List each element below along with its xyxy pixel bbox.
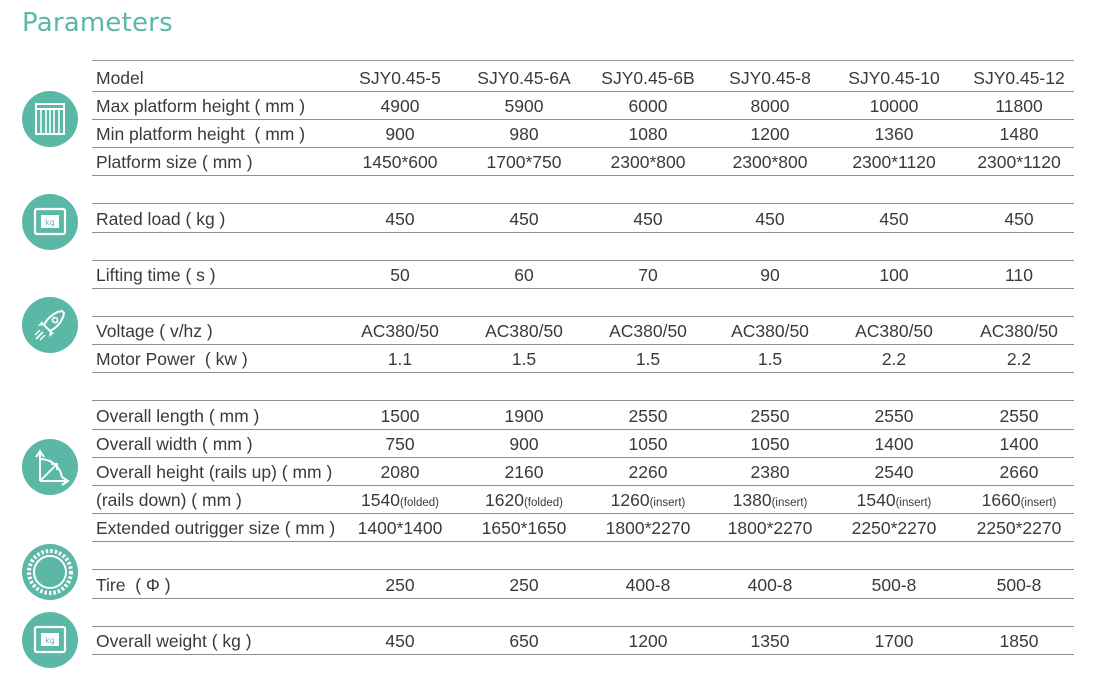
row-label: Overall length ( mm ): [96, 406, 260, 426]
cell-value: 2250*2270: [976, 518, 1062, 538]
cell-value: 50: [390, 265, 410, 285]
cell-value: 4900: [380, 96, 420, 116]
cell-value: AC380/50: [731, 321, 809, 341]
cell-value: 2550: [628, 406, 668, 426]
cell-value: 450: [879, 209, 909, 229]
table-rule: [92, 260, 1074, 261]
cell-value: 2.2: [1006, 349, 1032, 369]
cell-value: 1700*750: [486, 152, 562, 172]
cell-value: 450: [755, 209, 785, 229]
cell-value: 1.5: [757, 349, 783, 369]
cell-value: 2380: [750, 462, 790, 482]
cell-value: 2300*800: [610, 152, 686, 172]
table-rule: [92, 569, 1074, 570]
cell-value: 1.5: [511, 349, 537, 369]
cell-value: 450: [633, 209, 663, 229]
cell-value: 100: [879, 265, 909, 285]
cell-value: 1360: [874, 124, 914, 144]
cell-number: 1540: [361, 490, 400, 510]
svg-text:kg: kg: [45, 218, 55, 227]
cell-number: 1380: [732, 490, 772, 510]
tire-gear-icon: [22, 544, 78, 600]
cell-note: (insert): [1020, 497, 1057, 509]
cell-value: 1200: [628, 631, 668, 651]
table-rule: [92, 288, 1074, 289]
cell-number: 1620: [485, 490, 524, 510]
table-row: [92, 346, 1074, 372]
cell-value: AC380/50: [485, 321, 563, 341]
cell-value: 1080: [628, 124, 668, 144]
row-label: Overall height (rails up) ( mm ): [96, 462, 333, 482]
cell-value: 1800*2270: [605, 518, 691, 538]
cell-value: 500-8: [871, 575, 917, 595]
table-row: [92, 149, 1074, 175]
cell-value: 450: [385, 209, 415, 229]
cell-value: AC380/50: [855, 321, 933, 341]
cell-value: [832, 487, 956, 513]
table-row: [92, 572, 1074, 598]
table-row: [92, 628, 1074, 654]
cell-value: 6000: [628, 96, 668, 116]
cell-value: 1650*1650: [481, 518, 567, 538]
table-rule: [92, 598, 1074, 599]
cell-value: 2.2: [881, 349, 907, 369]
table-rule: [92, 147, 1074, 148]
table-rule: [92, 429, 1074, 430]
cell-value: 450: [1004, 209, 1034, 229]
row-label: Min platform height ( mm ): [96, 124, 306, 144]
table-row: [92, 515, 1074, 541]
cell-value: 1.1: [387, 349, 413, 369]
cell-value: 2550: [999, 406, 1039, 426]
cell-note: (folded): [399, 497, 439, 509]
table-rule: [92, 513, 1074, 514]
row-label: Voltage ( v/hz ): [96, 321, 213, 341]
cell-value: 5900: [504, 96, 544, 116]
cell-value: 250: [509, 575, 539, 595]
column-header: SJY0.45-5: [359, 68, 441, 88]
cell-value: 1500: [380, 406, 420, 426]
table-row: [92, 206, 1074, 232]
cell-number: 1660: [981, 490, 1021, 510]
table-rule: [92, 457, 1074, 458]
cell-value: 110: [1005, 265, 1033, 285]
cell-value: 650: [509, 631, 539, 651]
cell-value: 2080: [380, 462, 420, 482]
cell-value: 1480: [999, 124, 1039, 144]
axes-icon: [22, 439, 78, 495]
cell-note: (folded): [523, 497, 563, 509]
cell-number: 1260: [610, 490, 650, 510]
table-row: [92, 459, 1074, 485]
table-rule: [92, 344, 1074, 345]
table-rule: [92, 541, 1074, 542]
table-rule: [92, 485, 1074, 486]
cell-value: 2160: [504, 462, 544, 482]
cell-value: 1400: [999, 434, 1039, 454]
row-label: Extended outrigger size ( mm ): [96, 518, 336, 538]
cell-value: 2300*1120: [977, 152, 1061, 172]
table-rule: [92, 372, 1074, 373]
cell-value: 1850: [999, 631, 1039, 651]
cell-value: 2550: [874, 406, 914, 426]
row-label: Motor Power ( kw ): [96, 349, 248, 369]
table-rule: [92, 316, 1074, 317]
column-header: SJY0.45-12: [973, 68, 1065, 88]
column-header: SJY0.45-8: [729, 68, 811, 88]
table-rule: [92, 60, 1074, 61]
page-title: Parameters: [22, 8, 173, 38]
cell-value: 980: [509, 124, 539, 144]
row-label: Rated load ( kg ): [96, 209, 226, 229]
cell-value: 2300*800: [732, 152, 808, 172]
rocket-icon: [22, 297, 78, 353]
cell-value: 1050: [750, 434, 790, 454]
row-label: Tire ( Φ ): [96, 575, 171, 595]
cell-value: 900: [509, 434, 539, 454]
table-row: [92, 121, 1074, 147]
platform-grid-icon: [22, 91, 78, 147]
cell-value: 900: [385, 124, 415, 144]
cell-value: 90: [760, 265, 780, 285]
cell-value: 1900: [504, 406, 544, 426]
kg-weight-icon: [22, 612, 78, 668]
cell-note: (insert): [771, 497, 808, 509]
cell-value: [708, 487, 832, 513]
cell-value: 400-8: [625, 575, 671, 595]
table-rule: [92, 91, 1074, 92]
cell-value: 450: [385, 631, 415, 651]
table-rule: [92, 175, 1074, 176]
table-rule: [92, 203, 1074, 204]
cell-value: AC380/50: [980, 321, 1058, 341]
cell-value: 60: [514, 265, 534, 285]
column-header: SJY0.45-6B: [601, 68, 695, 88]
row-label: Model: [96, 68, 144, 88]
table-header-row: [92, 65, 1074, 91]
cell-value: 2660: [999, 462, 1039, 482]
svg-text:kg: kg: [45, 636, 55, 645]
table-rule: [92, 654, 1074, 655]
cell-value: [462, 487, 586, 513]
cell-value: 750: [385, 434, 415, 454]
cell-note: (insert): [649, 497, 686, 509]
cell-value: 1700: [874, 631, 914, 651]
cell-value: [338, 487, 462, 513]
cell-value: 1800*2270: [727, 518, 813, 538]
cell-value: 250: [385, 575, 415, 595]
table-row: [92, 318, 1074, 344]
column-header: SJY0.45-10: [848, 68, 940, 88]
cell-value: 2550: [750, 406, 790, 426]
cell-value: 1350: [750, 631, 790, 651]
table-rule: [92, 119, 1074, 120]
row-label: Lifting time ( s ): [96, 265, 216, 285]
table-row: [92, 431, 1074, 457]
cell-value: [957, 487, 1081, 513]
cell-value: 500-8: [996, 575, 1042, 595]
cell-value: 1050: [628, 434, 668, 454]
cell-value: 70: [638, 265, 658, 285]
cell-value: 2540: [874, 462, 914, 482]
cell-value: AC380/50: [609, 321, 687, 341]
cell-value: [586, 487, 710, 513]
row-label: Max platform height ( mm ): [96, 96, 306, 116]
row-label: Overall weight ( kg ): [96, 631, 252, 651]
cell-value: 1400: [874, 434, 914, 454]
cell-value: 2300*1120: [852, 152, 936, 172]
table-row: [92, 487, 1074, 513]
cell-value: 2260: [628, 462, 668, 482]
cell-value: 1.5: [635, 349, 661, 369]
cell-note: (insert): [895, 497, 932, 509]
cell-value: 1200: [750, 124, 790, 144]
table-row: [92, 403, 1074, 429]
cell-value: 450: [509, 209, 539, 229]
cell-value: 400-8: [747, 575, 793, 595]
table-rule: [92, 626, 1074, 627]
cell-value: 2250*2270: [851, 518, 937, 538]
cell-value: 10000: [869, 96, 919, 116]
table-row: [92, 262, 1074, 288]
row-label: Platform size ( mm ): [96, 152, 253, 172]
kg-weight-icon: [22, 194, 78, 250]
cell-number: 1540: [856, 490, 896, 510]
cell-value: 11800: [995, 96, 1043, 116]
cell-value: 1450*600: [362, 152, 438, 172]
cell-value: AC380/50: [361, 321, 439, 341]
cell-value: 1400*1400: [357, 518, 443, 538]
table-rule: [92, 400, 1074, 401]
table-row: [92, 93, 1074, 119]
row-label: (rails down) ( mm ): [96, 490, 242, 510]
column-header: SJY0.45-6A: [477, 68, 571, 88]
cell-value: 8000: [750, 96, 790, 116]
row-label: Overall width ( mm ): [96, 434, 253, 454]
table-rule: [92, 232, 1074, 233]
